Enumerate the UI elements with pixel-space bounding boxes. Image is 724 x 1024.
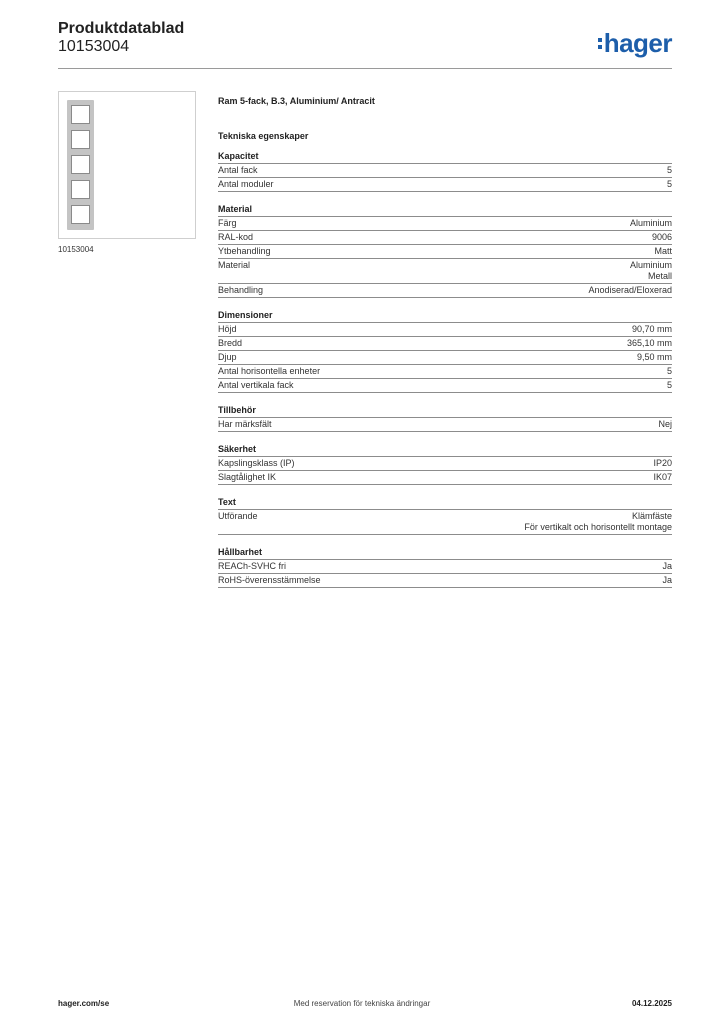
spec-group [218, 547, 672, 588]
spec-row [218, 284, 672, 298]
spec-value-line: Nej [658, 419, 672, 429]
spec-label: Material [218, 260, 251, 270]
spec-row [218, 471, 672, 485]
spec-row [218, 560, 672, 574]
spec-value [662, 575, 672, 586]
spec-value-line: 90,70 mm [631, 324, 672, 334]
spec-value [654, 246, 672, 257]
spec-value [588, 285, 672, 296]
spec-row [218, 457, 672, 471]
spec-group [218, 204, 672, 298]
footer-disclaimer: Med reservation för tekniska ändringar [293, 999, 431, 1008]
spec-row [218, 178, 672, 192]
image-caption: 10153004 [58, 245, 94, 254]
spec-label: Djup [218, 352, 237, 362]
spec-value-line: IP20 [653, 458, 672, 468]
spec-group [218, 444, 672, 485]
spec-groups [218, 151, 672, 588]
spec-group-title: Säkerhet [218, 444, 672, 457]
logo-dots-icon [598, 38, 602, 49]
spec-value-line: Aluminium [629, 218, 672, 228]
spec-value-line: Aluminium [629, 260, 672, 270]
spec-value [630, 260, 672, 282]
section-title: Tekniska egenskaper [218, 131, 309, 141]
spec-value [662, 561, 672, 572]
spec-label: Behandling [218, 285, 264, 295]
spec-value [630, 218, 672, 229]
spec-sheet [218, 96, 672, 588]
spec-row [218, 164, 672, 178]
spec-row [218, 323, 672, 337]
spec-group-title: Material [218, 204, 672, 217]
spec-row [218, 379, 672, 393]
spec-value [637, 352, 672, 363]
spec-label: Höjd [218, 324, 237, 334]
spec-value-line: IK07 [653, 472, 672, 482]
spec-label: RoHS-överensstämmelse [218, 575, 321, 585]
spec-row [218, 231, 672, 245]
spec-group [218, 497, 672, 535]
logo-text: hager [603, 28, 672, 58]
footer-date: 04.12.2025 [631, 999, 672, 1008]
spec-group-title: Hållbarhet [218, 547, 672, 560]
spec-row [218, 337, 672, 351]
spec-group [218, 310, 672, 393]
spec-row [218, 418, 672, 432]
spec-value [667, 380, 672, 391]
frame-slot [71, 105, 90, 124]
spec-label: Slagtålighet IK [218, 472, 277, 482]
spec-label: Färg [218, 218, 237, 228]
spec-group [218, 151, 672, 192]
spec-value [627, 338, 672, 349]
spec-label: Ytbehandling [218, 246, 271, 256]
product-image [58, 91, 196, 239]
spec-value [667, 165, 672, 176]
spec-group-title: Text [218, 497, 672, 510]
spec-value-line: 9006 [651, 232, 672, 242]
footer-website-link[interactable]: hager.com/se [58, 999, 110, 1008]
spec-value-line: 5 [666, 366, 672, 376]
spec-value [632, 324, 672, 335]
spec-value-line: 5 [666, 165, 672, 175]
spec-value-line: Klämfäste [631, 511, 672, 521]
spec-group-title: Kapacitet [218, 151, 672, 164]
spec-value [524, 511, 672, 533]
spec-value [653, 472, 672, 483]
spec-value-line: Anodiserad/Eloxerad [588, 285, 672, 295]
spec-label: Har märksfält [218, 419, 272, 429]
spec-value [658, 419, 672, 430]
article-number: 10153004 [58, 38, 130, 55]
spec-row [218, 245, 672, 259]
spec-value-line: Metall [647, 271, 672, 281]
product-name: Ram 5-fack, B.3, Aluminium/ Antracit [218, 96, 375, 106]
spec-value [667, 366, 672, 377]
page-title: Produktdatablad [58, 20, 185, 37]
spec-row [218, 259, 672, 284]
hager-logo [598, 30, 672, 56]
spec-label: Antal moduler [218, 179, 274, 189]
header-divider [58, 68, 672, 69]
spec-group-title: Dimensioner [218, 310, 672, 323]
spec-value [653, 458, 672, 469]
spec-value-line: 365,10 mm [626, 338, 672, 348]
frame-slot [71, 155, 90, 174]
spec-value-line: Ja [662, 575, 672, 585]
spec-label: Antal horisontella enheter [218, 366, 321, 376]
spec-value-line: 5 [666, 380, 672, 390]
spec-row [218, 365, 672, 379]
spec-value-line: 9,50 mm [636, 352, 672, 362]
spec-value-line: Ja [662, 561, 672, 571]
spec-value [667, 179, 672, 190]
spec-value [652, 232, 672, 243]
spec-row [218, 217, 672, 231]
spec-value-line: För vertikalt och horisontellt montage [524, 522, 672, 532]
spec-label: RAL-kod [218, 232, 254, 242]
spec-label: Antal vertikala fack [218, 380, 294, 390]
frame-slot [71, 130, 90, 149]
spec-label: REACh-SVHC fri [218, 561, 287, 571]
spec-label: Antal fack [218, 165, 258, 175]
frame-slot [71, 205, 90, 224]
spec-label: Utförande [218, 511, 258, 521]
spec-group [218, 405, 672, 432]
spec-value-line: 5 [666, 179, 672, 189]
spec-row [218, 510, 672, 535]
spec-label: Bredd [218, 338, 243, 348]
spec-row [218, 574, 672, 588]
spec-group-title: Tillbehör [218, 405, 672, 418]
frame-slot [71, 180, 90, 199]
spec-label: Kapslingsklass (IP) [218, 458, 295, 468]
frame-5-slot-icon [67, 100, 94, 230]
spec-value-line: Matt [654, 246, 672, 256]
spec-row [218, 351, 672, 365]
